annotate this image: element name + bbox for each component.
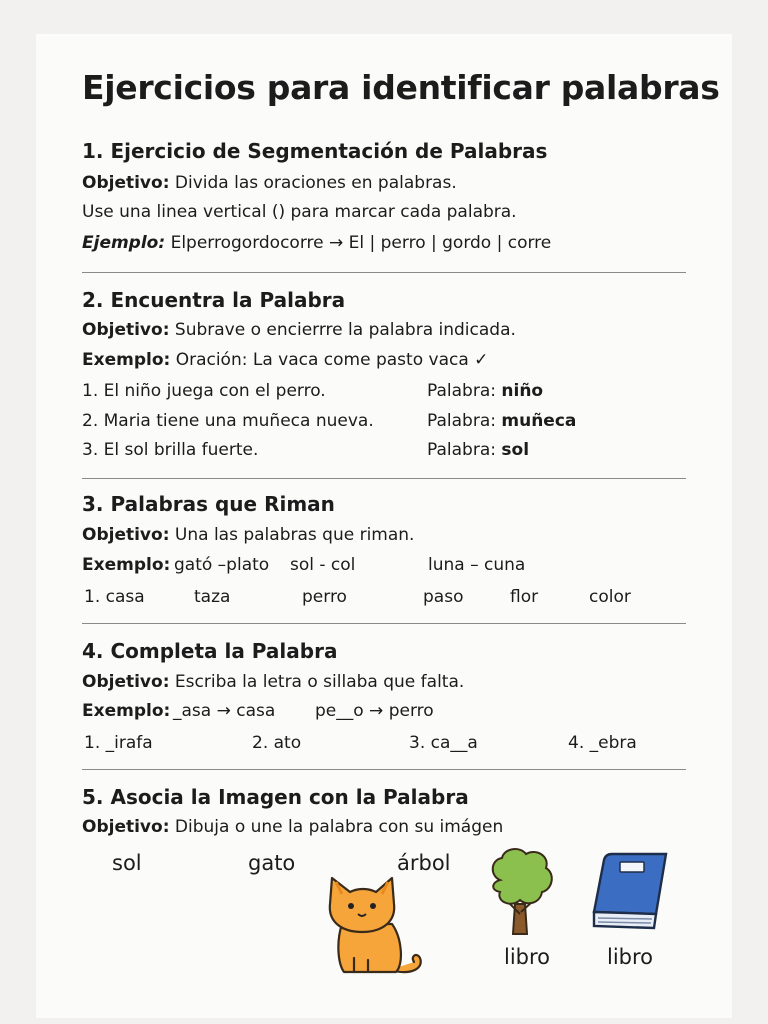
- target-word-1: [427, 381, 543, 401]
- section-1-objective: [82, 173, 457, 193]
- rhyme-word-3: perro: [302, 587, 347, 607]
- missing-word-4: 4. _ebra: [568, 733, 637, 753]
- rhyme-pair-2: sol - col: [290, 555, 356, 575]
- example-2: pe__o → perro: [315, 701, 434, 721]
- word-label: Palabra:: [427, 381, 496, 401]
- objective-text: Dibuja o une la palabra con su imágen: [174, 817, 504, 837]
- example-label: Ejemplo:: [82, 233, 166, 253]
- section-2-objective: [82, 320, 516, 340]
- section-5-objective: [82, 817, 503, 837]
- objective-label: Objetivo:: [82, 672, 170, 692]
- page-title: Ejercicios para identificar palabras: [82, 68, 720, 107]
- rhyme-pair-1: gató –plato: [174, 555, 270, 575]
- rhyme-pair-3: luna – cuna: [428, 555, 526, 575]
- rhyme-word-2: taza: [194, 587, 231, 607]
- rhyme-word-4: paso: [423, 587, 464, 607]
- section-2-example: [82, 350, 488, 370]
- example-label: Exemplo:: [82, 350, 171, 370]
- word-value: muñeca: [501, 411, 577, 431]
- word-label: Palabra:: [427, 411, 496, 431]
- section-4-heading: 4. Completa la Palabra: [82, 639, 338, 663]
- objective-text: Una las palabras que riman.: [174, 525, 415, 545]
- objective-label: Objetivo:: [82, 320, 170, 340]
- objective-text: Divida las oraciones en palabras.: [174, 173, 457, 193]
- example-label: Exemplo:: [82, 555, 171, 575]
- example-1: _asa → casa: [173, 701, 276, 721]
- section-1-instruction: Use una linea vertical () para marcar cada palabra.: [82, 202, 517, 222]
- divider: [82, 623, 686, 624]
- section-2-heading: 2. Encuentra la Palabra: [82, 288, 346, 312]
- match-word-gato: gato: [248, 851, 296, 875]
- target-word-3: [427, 440, 529, 460]
- sentence-3: 3. El sol brilla fuerte.: [82, 440, 259, 460]
- objective-text: Subrave o encierrre la palabra indicada.: [174, 320, 516, 340]
- word-label: Palabra:: [427, 440, 496, 460]
- rhyme-word-6: color: [589, 587, 631, 607]
- rhyme-word-5: flor: [510, 587, 539, 607]
- objective-label: Objetivo:: [82, 525, 170, 545]
- divider: [82, 478, 686, 479]
- match-word-arbol: árbol: [397, 851, 451, 875]
- objective-text: Escriba la letra o sillaba que falta.: [174, 672, 465, 692]
- example-text: Elperrogordocorre → El | perro | gordo | corre: [170, 233, 552, 253]
- caption-2: libro: [607, 945, 654, 969]
- sentence-1: 1. El niño juega con el perro.: [82, 381, 326, 401]
- word-value: sol: [501, 440, 530, 460]
- caption-1: libro: [504, 945, 551, 969]
- section-5-heading: 5. Asocia la Imagen con la Palabra: [82, 785, 469, 809]
- sentence-2: 2. Maria tiene una muñeca nueva.: [82, 411, 374, 431]
- section-1-heading: 1. Ejercicio de Segmentación de Palabras: [82, 139, 548, 163]
- section-3-heading: 3. Palabras que Riman: [82, 492, 335, 516]
- match-word-sol: sol: [112, 851, 142, 875]
- cat-icon: [320, 872, 430, 982]
- section-3-objective: [82, 525, 414, 545]
- example-text: Oración: La vaca come pasto vaca ✓: [175, 350, 489, 370]
- divider: [82, 769, 686, 770]
- section-4-objective: [82, 672, 464, 692]
- objective-label: Objetivo:: [82, 173, 170, 193]
- rhyme-word-1: 1. casa: [84, 587, 145, 607]
- tree-icon: [486, 846, 556, 938]
- target-word-2: [427, 411, 576, 431]
- example-label: Exemplo:: [82, 701, 171, 721]
- book-icon: [590, 852, 672, 932]
- word-value: niño: [501, 381, 544, 401]
- missing-word-2: 2. ato: [252, 733, 302, 753]
- divider: [82, 272, 686, 273]
- missing-word-1: 1. _irafa: [84, 733, 153, 753]
- section-1-example: [82, 233, 551, 253]
- objective-label: Objetivo:: [82, 817, 170, 837]
- missing-word-3: 3. ca__a: [409, 733, 478, 753]
